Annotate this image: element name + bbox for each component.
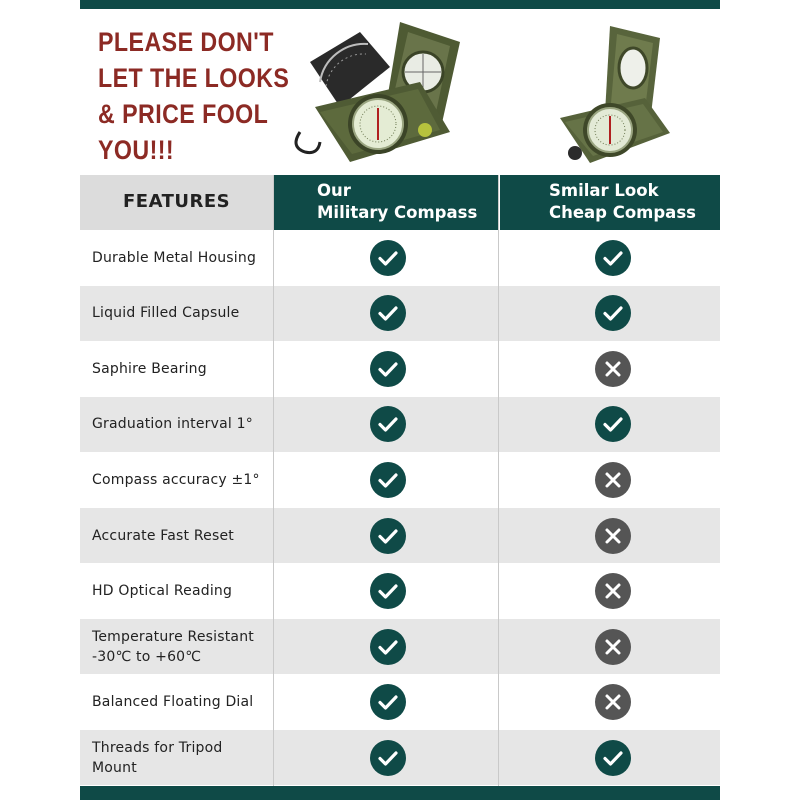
check-icon [370, 573, 406, 609]
feature-label: Saphire Bearing [92, 360, 207, 377]
headline-line-3: & PRICE FOOL [98, 99, 269, 129]
check-icon [370, 351, 406, 387]
cross-icon [595, 573, 631, 609]
bottom-accent-bar [80, 786, 720, 800]
check-icon [370, 462, 406, 498]
features-header-label: FEATURES [123, 191, 231, 212]
column-divider [273, 175, 274, 786]
check-icon [370, 406, 406, 442]
cross-icon [595, 518, 631, 554]
check-icon [595, 295, 631, 331]
table-row [80, 675, 720, 730]
check-icon [595, 240, 631, 276]
check-icon [370, 240, 406, 276]
column-divider [498, 175, 499, 786]
cheap-compass-header [500, 175, 720, 230]
headline-line-1: PLEASE DON'T [98, 27, 274, 57]
feature-label: Graduation interval 1° [92, 416, 253, 433]
feature-label: HD Optical Reading [92, 583, 233, 600]
check-icon [370, 740, 406, 776]
feature-label: Liquid Filled Capsule [92, 305, 240, 322]
feature-label: Compass accuracy ±1° [92, 471, 260, 488]
military-compass-image [290, 12, 480, 172]
cross-icon [595, 684, 631, 720]
cross-icon [595, 629, 631, 665]
check-icon [595, 406, 631, 442]
check-icon [370, 295, 406, 331]
check-icon [370, 518, 406, 554]
table-row [80, 452, 720, 507]
top-accent-bar [80, 0, 720, 9]
table-row [80, 730, 720, 785]
table-row [80, 286, 720, 341]
check-icon [370, 629, 406, 665]
headline-line-2: LET THE LOOKS [98, 63, 290, 93]
features-header [80, 175, 273, 230]
table-row [80, 397, 720, 452]
feature-label: Durable Metal Housing [92, 249, 257, 266]
feature-label: Balanced Floating Dial [92, 694, 254, 711]
cheap-compass-image [535, 18, 695, 170]
headline [98, 24, 290, 168]
our-compass-header-line-2: Military Compass [317, 203, 478, 222]
feature-label: Accurate Fast Reset [92, 527, 234, 544]
our-compass-header [274, 175, 498, 230]
table-row [80, 508, 720, 563]
cross-icon [595, 462, 631, 498]
cheap-compass-header-line-2: Cheap Compass [549, 203, 696, 222]
headline-line-4: YOU!!! [98, 135, 175, 165]
our-compass-header-line-1: Our [317, 181, 351, 200]
table-row [80, 341, 720, 396]
cross-icon [595, 351, 631, 387]
feature-label: Threads for Tripod Mount [92, 739, 223, 776]
check-icon [370, 684, 406, 720]
check-icon [595, 740, 631, 776]
feature-label: Temperature Resistant -30℃ to +60℃ [92, 628, 254, 665]
table-row [80, 564, 720, 619]
table-row [80, 230, 720, 285]
cheap-compass-header-line-1: Smilar Look [549, 181, 659, 200]
table-row [80, 619, 720, 674]
